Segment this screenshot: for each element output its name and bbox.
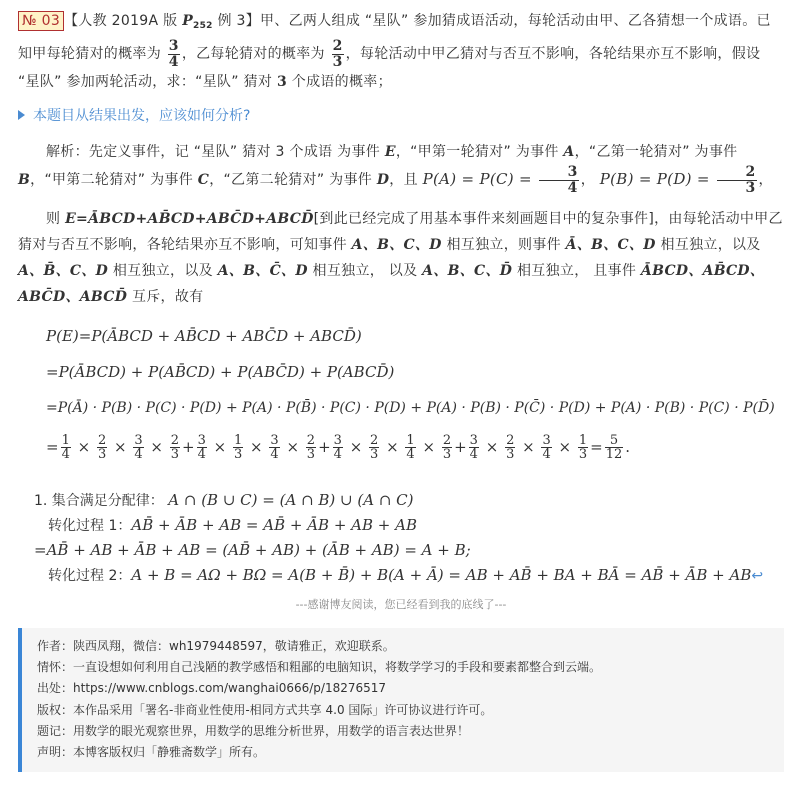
fraction: $\frac{2}{3}$ [442, 432, 452, 463]
fraction: $\frac{3}{4}$ [333, 432, 342, 463]
signature-label: 出处： [37, 681, 74, 696]
fraction-3-4: $\frac{3}{4}$ [539, 165, 579, 195]
fraction: $\frac{2}{3}$ [306, 432, 316, 463]
fraction-2-3: $\frac{2}{3}$ [332, 38, 343, 70]
hint-toggle[interactable] [18, 105, 784, 127]
fraction: $\frac{3}{4}$ [197, 432, 206, 463]
fraction: $\frac{3}{4}$ [469, 432, 478, 463]
transform-1-continued: =AB̄ + AB + ĀB + AB = (AB̄ + AB) + (ĀB + AB) = A + B; [34, 540, 471, 559]
signature-value: 本作品采用「署名-非商业性使用-相同方式共享 4.0 国际」许可协议进行许可。 [73, 702, 493, 717]
list-item-distributive: 1. 集合满足分配律： A ∩ (B ∪ C) = (A ∩ B) ∪ (A ∩ C) [34, 490, 414, 509]
signature-value: 本博客版权归「静雅斋数学」所有。 [73, 745, 266, 760]
fraction: $\frac{5}{12}$ [605, 432, 623, 463]
equation-block [18, 318, 784, 468]
transform-1: 转化过程 1：AB̄ + ĀB + AB = AB̄ + ĀB + AB + AB [48, 515, 417, 534]
signature-box [18, 628, 784, 772]
fraction: $\frac{1}{3}$ [234, 432, 243, 463]
article-content [18, 8, 784, 612]
signature-line[interactable] [37, 678, 784, 699]
problem-number-badge: № 03 [18, 11, 64, 31]
return-icon: ↩ [751, 567, 764, 584]
fraction: $\frac{1}{3}$ [578, 432, 588, 463]
signature-line [37, 636, 784, 657]
fraction-3-4: $\frac{3}{4}$ [168, 38, 179, 70]
equation-line-1: P(E)=P(ĀBCD + AB̄CD + ABC̄D + ABCD̄) [46, 326, 362, 345]
hint-label: 本题目从结果出发，应该如何分析? [33, 108, 251, 125]
fraction: $\frac{2}{3}$ [170, 432, 180, 463]
reasoning-paragraph: 则 E=ĀBCD+AB̄CD+ABC̄D+ABCD̄[到此已经完成了用基本事件来刻画题目中的复杂事件]，由每轮活动中甲乙猜对与否互不影响，各轮结果亦互不影响，可知事件 A、B、C、D 相互独立，则事件 Ā、B、C、D 相互独立，以及 A、B̄、C、D 相互独立，以及 A、B、C̄、D 相互独立， 以及 A、B、C、D̄ 相互独立， 且事件 ĀBCD、AB̄CD、ABC̄D、ABCD̄ 互斥，故有 [18, 210, 783, 305]
fraction: $\frac{2}{3}$ [370, 432, 379, 463]
signature-value: 一直设想如何利用自己浅陋的教学感悟和粗鄙的电脑知识，将数学学习的手段和要素都整合到云端。 [73, 660, 602, 675]
equation-line-2: =P(ĀBCD) + P(AB̄CD) + P(ABC̄D) + P(ABCD̄) [46, 362, 395, 381]
signature-line [37, 742, 784, 763]
triangle-right-icon [18, 110, 25, 120]
fraction: $\frac{3}{4}$ [542, 432, 551, 463]
signature-value: https://www.cnblogs.com/wanghai0666/p/18276517 [73, 681, 387, 696]
signature-label: 题记： [37, 723, 74, 738]
signature-line [37, 657, 784, 678]
fraction: $\frac{3}{4}$ [270, 432, 279, 463]
fraction: $\frac{1}{4}$ [406, 432, 415, 463]
fraction-2-3: $\frac{2}{3}$ [717, 165, 757, 195]
signature-label: 情怀： [37, 660, 74, 675]
equation-line-3: =P(Ā) · P(B) · P(C) · P(D) + P(A) · P(B̄) · P(C) · P(D) + P(A) · P(B) · P(C̄) · P(D) + P(A) · P(B) · P(C) · P(D̄) [46, 399, 775, 416]
signature-line [37, 700, 784, 721]
equation-line-4: = $\frac{1}{4}$ × $\frac{2}{3}$ × $\frac{3}{4}$ × $\frac{2}{3}$ + $\frac{3}{4}$ × $\frac{1}{3}$ × $\frac{3}{4}$ × $\frac{2}{3}$ + $\frac{3}{4}$ × $\frac{2}{3}$ × $\frac{1}{4}$ × $\frac{2}{3}$ + $\frac{3}{4}$ × $\frac{2}{3}$ × $\frac{3}{4}$ × $\frac{1}{3}$ = $\frac{5}{12}$ . [46, 432, 631, 463]
fraction: $\frac{2}{3}$ [506, 432, 515, 463]
signature-value: 用数学的眼光观察世界，用数学的思维分析世界，用数学的语言表达世界！ [73, 723, 470, 738]
fraction: $\frac{3}{4}$ [134, 432, 143, 463]
analysis-paragraph: 解析：先定义事件，记 “星队” 猜对 3 个成语 为事件 E，“甲第一轮猜对” 为事件 A，“乙第一轮猜对” 为事件 B，“甲第二轮猜对” 为事件 C，“乙第二轮猜对” 为事件 D，且 P(A) = P(C) = $\frac{3}{4}$ ， P(B) = P(D) = $\frac{2}{3}$ ， [18, 144, 773, 197]
problem-statement: № 03 【人教 2019A 版 $P_{252}$ 例 3】甲、乙两人组成 “星队” 参加猜成语活动，每轮活动由甲、乙各猜想一个成语。已知甲每轮猜对的概率为 $\frac{3}{4}$ ，乙每轮猜对的概率为 $\frac{2}{3}$ ，每轮活动中甲乙猜对与否互不影响，各轮结果亦互不影响，假设 “星队” 参加两轮活动，求：“星队” 猜对 3 个成语的概率； [18, 13, 771, 91]
notes-list [34, 488, 784, 588]
signature-value: 陕西凤翔，微信：wh1979448597，敬请雅正，欢迎联系。 [73, 639, 395, 653]
signature-line [37, 721, 784, 742]
fraction: $\frac{1}{4}$ [61, 432, 70, 463]
problem-source: 【人教 2019A 版 $P_{252}$ 例 3】 [64, 13, 261, 31]
signature-label: 作者： [37, 639, 74, 653]
fraction: $\frac{2}{3}$ [97, 432, 107, 463]
signature-label: 版权： [37, 702, 74, 717]
footer-note: ---感谢博友阅读，您已经看到我的底线了--- [295, 597, 507, 611]
signature-label: 声明： [37, 745, 74, 760]
transform-2: 转化过程 2：A + B = AΩ + BΩ = A(B + B̄) + B(A + Ā) = AB + AB̄ + BA + BĀ = AB̄ + ĀB + AB↩ [48, 565, 764, 584]
